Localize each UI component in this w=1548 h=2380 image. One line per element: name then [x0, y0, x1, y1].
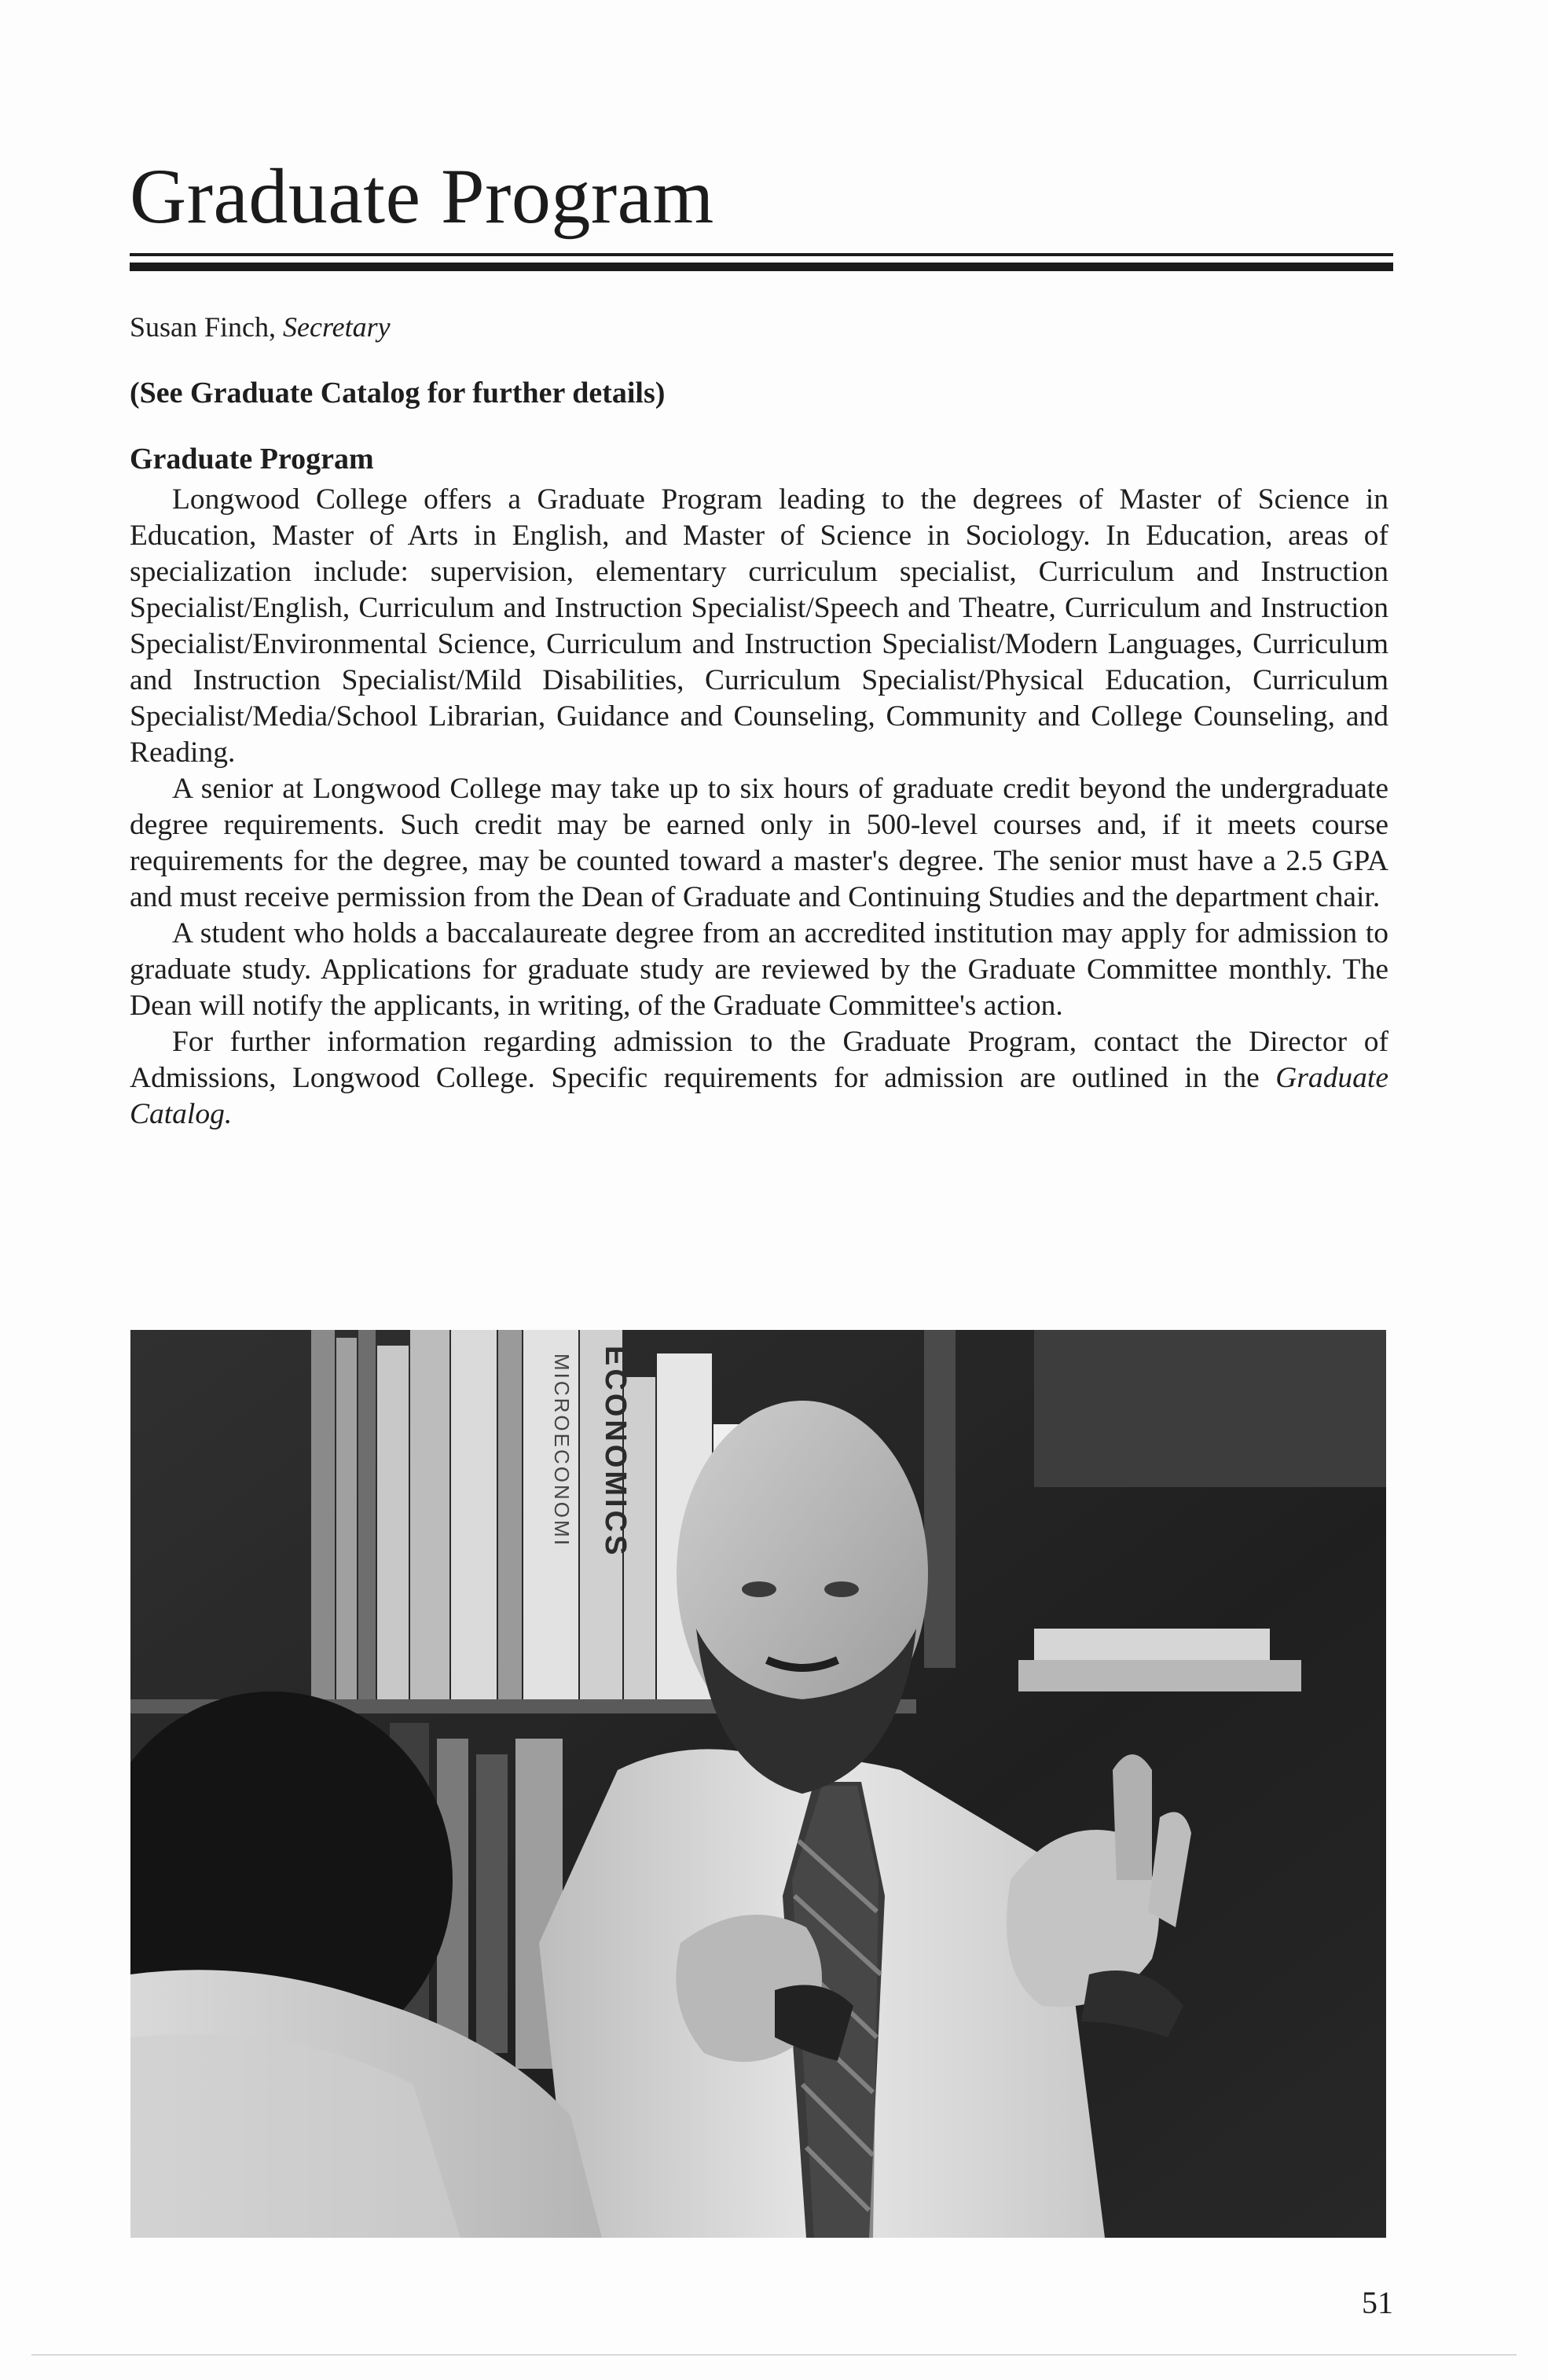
graduate-catalog-reference: Graduate Catalog. [130, 1062, 1388, 1130]
byline-role: Secretary [283, 311, 391, 343]
book-spine-text-economics: ECONOMICS [599, 1346, 632, 1559]
page-number: 51 [1362, 2285, 1393, 2320]
see-catalog-note: (See Graduate Catalog for further details) [130, 376, 666, 410]
paragraph-4 [130, 1024, 1388, 1133]
photo-illustration [130, 1330, 1386, 2238]
title-rule-thin [130, 253, 1393, 256]
section-title: Graduate Program [130, 443, 374, 476]
page-title: Graduate Program [130, 152, 714, 240]
paragraph-1: Longwood College offers a Graduate Program leading to the degrees of Master of Science in Education, Master of Arts in English, and Master of Science in Sociology. In Education, areas of specialization include: supervision, elementary curriculum specialist, Curriculum and Instruction Specialist/English, Curriculum and Instruction Specialist/Speech and Theatre, Curriculum and Instruction Specialist/Environmental Science, Curriculum and Instruction Specialist/Modern Languages, Curriculum and Instruction Specialist/Mild Disabilities, Curriculum Specialist/Physical Education, Curriculum Specialist/Media/School Librarian, Guidance and Counseling, Community and College Counseling, and Reading. [130, 483, 1388, 769]
faculty-photo [130, 1330, 1386, 2238]
byline [130, 310, 391, 344]
scan-edge-line [31, 2354, 1517, 2356]
paragraph-4-text: For further information regarding admission to the Graduate Program, contact the Director of Admissions, Longwood College. Specific requirements for admission are outlined in the [130, 1026, 1388, 1094]
byline-name: Susan Finch, [130, 311, 277, 343]
book-spine-text-microeconomics: MICROECONOMI [550, 1353, 574, 1548]
paragraph-3: A student who holds a baccalaureate degree from an accredited institution may apply for admission to graduate study. Applications for graduate study are reviewed by the Graduate Committee monthly. The Dean will notify the applicants, in writing, of the Graduate Committee's action. [130, 917, 1388, 1022]
body-text [130, 482, 1388, 1133]
paragraph-2: A senior at Longwood College may take up to six hours of graduate credit beyond the undergraduate degree requirements. Such credit may be earned only in 500-level courses and, if it meets course requirements for the degree, may be counted toward a master's degree. The senior must have a 2.5 GPA and must receive permission from the Dean of Graduate and Continuing Studies and the department chair. [130, 773, 1388, 913]
title-rule-thick [130, 263, 1393, 271]
